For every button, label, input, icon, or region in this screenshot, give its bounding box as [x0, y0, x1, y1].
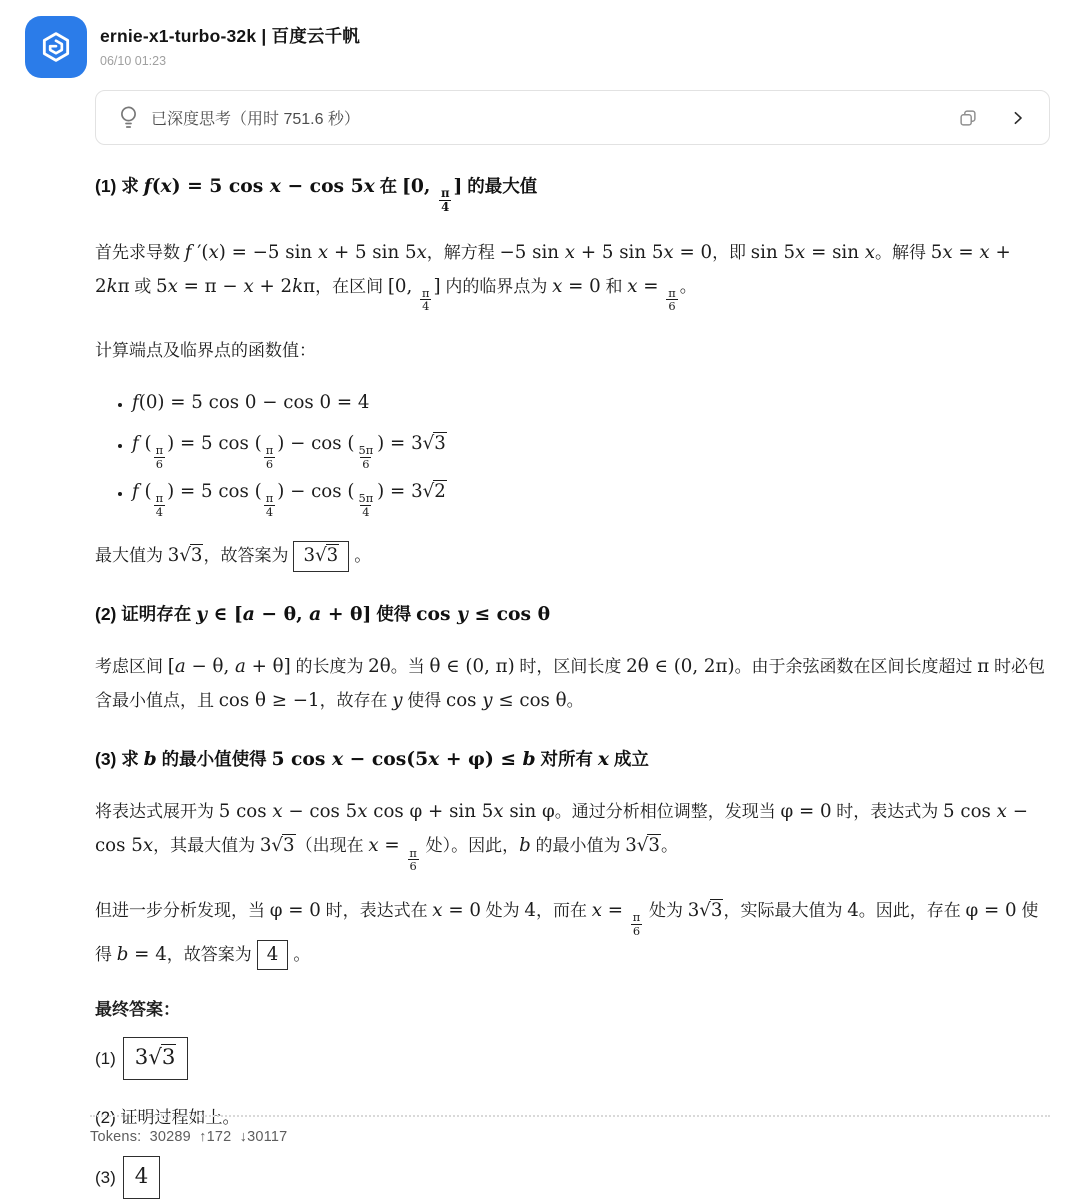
final-answer-3: (3) 4 — [95, 1156, 1050, 1199]
paragraph: 但进一步分析发现，当 φ = 0 时，表达式在 x = 0 处为 4，而在 x = $\frac{\pi}{6}$ 处为 3√3，实际最大值为 4。因此，存在 φ = 0 使得 b = 4，故答案为 4 。 — [95, 894, 1050, 972]
message-content — [95, 145, 1050, 1199]
message-timestamp: 06/10 01:23 — [100, 54, 167, 68]
final-answer-label: 最终答案： — [95, 999, 180, 1019]
tokens-label: Tokens: — [90, 1129, 142, 1145]
section-1-heading: (1) 求 f(x) = 5 cos x − cos 5x 在 [0, $\frac{\pi}{4}$ ] 的最大值 — [95, 175, 538, 215]
chevron-right-icon[interactable] — [1009, 109, 1027, 127]
paragraph: 计算端点及临界点的函数值： — [95, 341, 316, 361]
deep-thinking-toggle[interactable] — [95, 90, 1050, 145]
copy-icon[interactable] — [957, 107, 979, 129]
value-list — [95, 382, 1050, 518]
section-2-heading: (2) 证明存在 y ∈ [a − θ, a + θ] 使得 cos y ≤ cos θ — [95, 603, 551, 626]
list-item: • f ( $\frac{\pi}{4}$ ) = 5 cos ( $\frac{\pi}{4}$ ) − cos ( $\frac{5\pi}{4}$ ) = 3√2 — [132, 471, 1050, 519]
boxed-answer: 3√3 — [293, 541, 349, 571]
tokens-total: 30289 — [149, 1129, 191, 1145]
lightbulb-icon — [118, 105, 139, 131]
qianfan-cube-icon — [25, 16, 87, 78]
list-item: • f(0) = 5 cos 0 − cos 0 = 4 — [132, 382, 1050, 423]
paragraph: 将表达式展开为 5 cos x − cos 5x cos φ + sin 5x sin φ。通过分析相位调整，发现当 φ = 0 时，表达式为 5 cos x − cos 5x，其最大值为 3√3（出现在 x = $\frac{\pi}{6}$ 处）。因此，b 的最小值为 3√3。 — [95, 801, 1028, 874]
final-answer-1: (1) 3√3 — [95, 1037, 1050, 1080]
token-usage — [90, 1115, 1050, 1145]
thinking-duration-label: 已深度思考（用时 751.6 秒） — [151, 111, 360, 128]
model-title: ernie-x1-turbo-32k | 百度云千帆 — [100, 26, 361, 46]
list-item: • f ( $\frac{\pi}{6}$ ) = 5 cos ( $\frac{\pi}{6}$ ) − cos ( $\frac{5\pi}{6}$ ) = 3√3 — [132, 423, 1050, 471]
boxed-answer: 4 — [257, 940, 289, 970]
boxed-answer: 4 — [123, 1156, 161, 1199]
tokens-up: ↑172 — [199, 1129, 232, 1145]
paragraph: 考虑区间 [a − θ, a + θ] 的长度为 2θ。当 θ ∈ (0, π) 时，区间长度 2θ ∈ (0, 2π)。由于余弦函数在区间长度超过 π 时必包含最小值点，且 cos θ ≥ −1，故存在 y 使得 cos y ≤ cos θ。 — [95, 656, 1045, 712]
section-1-conclusion: 最大值为 3√3，故答案为 3√3 。 — [95, 539, 1050, 573]
tokens-down: ↓30117 — [239, 1129, 288, 1145]
paragraph: 首先求导数 f ′(x) = −5 sin x + 5 sin 5x，解方程 −5 sin x + 5 sin 5x = 0，即 sin 5x = sin x。解得 5x = x + 2kπ 或 5x = π − x + 2kπ，在区间 [0, $\frac{\pi}{4}$ ] 内的临界点为 x = 0 和 x = $\frac{\pi}{6}$ 。 — [95, 241, 1011, 314]
message-header — [25, 16, 360, 78]
boxed-answer: 3√3 — [123, 1037, 189, 1080]
section-3-heading: (3) 求 b 的最小值使得 5 cos x − cos(5x + φ) ≤ b 对所有 x 成立 — [95, 748, 649, 771]
final-answer-2: (2) 证明过程如上。 — [95, 1107, 240, 1127]
